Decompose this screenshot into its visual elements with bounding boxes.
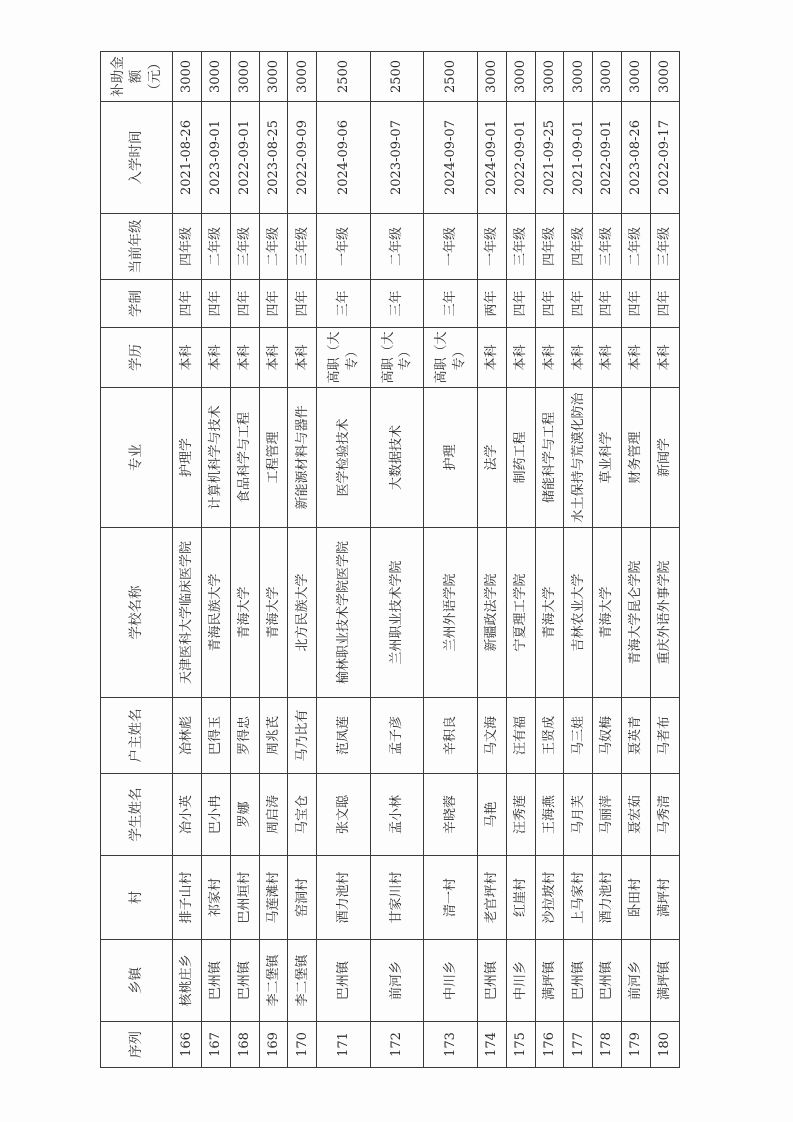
cell-enroll: 2021-08-26 (173, 102, 202, 214)
table-row (651, 52, 680, 1068)
cell-town: 前河乡 (622, 940, 651, 1022)
cell-major: 工程管理 (259, 388, 288, 528)
cell-length: 四年 (564, 280, 593, 328)
cell-length: 三年 (424, 280, 478, 328)
cell-education: 本科 (535, 328, 564, 388)
cell-education: 本科 (477, 328, 506, 388)
cell-head: 马者布 (651, 698, 680, 774)
cell-head: 罗得忠 (230, 698, 259, 774)
header-school: 学校名称 (101, 528, 173, 698)
cell-education: 本科 (593, 328, 622, 388)
cell-length: 四年 (535, 280, 564, 328)
cell-school: 青海大学昆仑学院 (622, 528, 651, 698)
cell-grade: 二年级 (259, 214, 288, 280)
cell-student: 张文聪 (317, 774, 371, 856)
table-row (622, 52, 651, 1068)
cell-school: 兰州职业技术学院 (370, 528, 424, 698)
cell-head: 孟子彦 (370, 698, 424, 774)
cell-head: 辛积良 (424, 698, 478, 774)
header-grade: 当前年级 (101, 214, 173, 280)
table-row (230, 52, 259, 1068)
rotated-table-wrapper (100, 52, 680, 1068)
cell-length: 四年 (651, 280, 680, 328)
cell-amount: 2500 (424, 52, 478, 102)
cell-grade: 四年级 (535, 214, 564, 280)
cell-head: 马乃比有 (288, 698, 317, 774)
cell-amount: 3000 (173, 52, 202, 102)
cell-town: 巴州镇 (564, 940, 593, 1022)
cell-major: 草业科学 (593, 388, 622, 528)
header-length: 学制 (101, 280, 173, 328)
cell-town: 满坪镇 (535, 940, 564, 1022)
cell-student: 罗娜 (230, 774, 259, 856)
table-body (173, 52, 680, 1068)
cell-head: 范凤莲 (317, 698, 371, 774)
cell-grade: 四年级 (173, 214, 202, 280)
cell-major: 医学检验技术 (317, 388, 371, 528)
cell-student: 聂宏茹 (622, 774, 651, 856)
table-row (173, 52, 202, 1068)
cell-major: 护理 (424, 388, 478, 528)
cell-village: 红崖村 (506, 856, 535, 940)
header-amount: 补助金额（元） (101, 52, 173, 102)
cell-grade: 三年级 (593, 214, 622, 280)
cell-grade: 三年级 (651, 214, 680, 280)
cell-village: 上马家村 (564, 856, 593, 940)
cell-education: 本科 (173, 328, 202, 388)
cell-grade: 三年级 (506, 214, 535, 280)
cell-village: 沙拉坡村 (535, 856, 564, 940)
cell-enroll: 2022-09-01 (230, 102, 259, 214)
cell-grade: 一年级 (477, 214, 506, 280)
cell-education: 本科 (622, 328, 651, 388)
cell-enroll: 2022-09-09 (288, 102, 317, 214)
cell-amount: 3000 (230, 52, 259, 102)
cell-school: 北方民族大学 (288, 528, 317, 698)
cell-length: 四年 (259, 280, 288, 328)
table-row (424, 52, 478, 1068)
cell-major: 护理学 (173, 388, 202, 528)
cell-student: 巴小冉 (201, 774, 230, 856)
cell-village: 甘家川村 (370, 856, 424, 940)
table-row (477, 52, 506, 1068)
cell-amount: 3000 (593, 52, 622, 102)
cell-school: 新疆政法学院 (477, 528, 506, 698)
cell-head: 马奴梅 (593, 698, 622, 774)
cell-seq: 168 (230, 1022, 259, 1068)
cell-major: 制药工程 (506, 388, 535, 528)
cell-enroll: 2021-09-25 (535, 102, 564, 214)
cell-town: 核桃庄乡 (173, 940, 202, 1022)
cell-town: 满坪镇 (651, 940, 680, 1022)
cell-length: 四年 (288, 280, 317, 328)
cell-grade: 三年级 (230, 214, 259, 280)
cell-school: 青海大学 (535, 528, 564, 698)
cell-seq: 171 (317, 1022, 371, 1068)
cell-amount: 3000 (506, 52, 535, 102)
cell-student: 冶小英 (173, 774, 202, 856)
cell-head: 汪有福 (506, 698, 535, 774)
cell-major: 法学 (477, 388, 506, 528)
cell-village: 满坪村 (651, 856, 680, 940)
cell-head: 巴得玉 (201, 698, 230, 774)
cell-amount: 3000 (259, 52, 288, 102)
table-row (370, 52, 424, 1068)
cell-school: 吉林农业大学 (564, 528, 593, 698)
cell-seq: 180 (651, 1022, 680, 1068)
cell-town: 李二堡镇 (288, 940, 317, 1022)
cell-village: 祁家村 (201, 856, 230, 940)
cell-seq: 177 (564, 1022, 593, 1068)
table-row (288, 52, 317, 1068)
cell-amount: 3000 (622, 52, 651, 102)
cell-amount: 3000 (564, 52, 593, 102)
cell-town: 中川乡 (424, 940, 478, 1022)
cell-enroll: 2023-08-26 (622, 102, 651, 214)
cell-village: 马莲滩村 (259, 856, 288, 940)
header-head: 户主姓名 (101, 698, 173, 774)
cell-school: 榆林职业技术学院医学院 (317, 528, 371, 698)
cell-school: 青海大学 (259, 528, 288, 698)
cell-length: 四年 (173, 280, 202, 328)
table-row (564, 52, 593, 1068)
cell-grade: 一年级 (317, 214, 371, 280)
cell-education: 本科 (201, 328, 230, 388)
cell-student: 马秀清 (651, 774, 680, 856)
cell-major: 大数据技术 (370, 388, 424, 528)
cell-major: 新闻学 (651, 388, 680, 528)
cell-enroll: 2023-09-01 (201, 102, 230, 214)
cell-seq: 170 (288, 1022, 317, 1068)
header-student: 学生姓名 (101, 774, 173, 856)
cell-length: 四年 (622, 280, 651, 328)
cell-town: 巴州镇 (477, 940, 506, 1022)
cell-major: 水土保持与荒漠化防治 (564, 388, 593, 528)
cell-education: 高职（大专） (370, 328, 424, 388)
cell-enroll: 2023-09-07 (370, 102, 424, 214)
header-major: 专业 (101, 388, 173, 528)
cell-length: 三年 (370, 280, 424, 328)
cell-enroll: 2024-09-06 (317, 102, 371, 214)
cell-length: 三年 (317, 280, 371, 328)
cell-town: 中川乡 (506, 940, 535, 1022)
cell-education: 本科 (506, 328, 535, 388)
cell-seq: 179 (622, 1022, 651, 1068)
cell-school: 天津医科大学临床医学院 (173, 528, 202, 698)
cell-town: 李二堡镇 (259, 940, 288, 1022)
cell-seq: 175 (506, 1022, 535, 1068)
table-row (201, 52, 230, 1068)
cell-student: 周启涛 (259, 774, 288, 856)
cell-seq: 166 (173, 1022, 202, 1068)
cell-student: 辛晓蓉 (424, 774, 478, 856)
cell-town: 巴州镇 (317, 940, 371, 1022)
cell-grade: 二年级 (201, 214, 230, 280)
cell-town: 巴州镇 (230, 940, 259, 1022)
cell-village: 卧田村 (622, 856, 651, 940)
cell-major: 新能源材料与器件 (288, 388, 317, 528)
cell-enroll: 2023-08-25 (259, 102, 288, 214)
cell-student: 孟小林 (370, 774, 424, 856)
subsidy-table (100, 51, 680, 1068)
cell-education: 高职（大专） (317, 328, 371, 388)
cell-village: 酒力池村 (593, 856, 622, 940)
cell-amount: 3000 (651, 52, 680, 102)
cell-town: 巴州镇 (201, 940, 230, 1022)
cell-length: 四年 (506, 280, 535, 328)
cell-length: 四年 (201, 280, 230, 328)
cell-village: 老官坪村 (477, 856, 506, 940)
cell-head: 冶林彪 (173, 698, 202, 774)
header-enroll: 入学时间 (101, 102, 173, 214)
cell-student: 汪秀莲 (506, 774, 535, 856)
cell-education: 高职（大专） (424, 328, 478, 388)
cell-seq: 169 (259, 1022, 288, 1068)
cell-major: 储能科学与工程 (535, 388, 564, 528)
table-row (317, 52, 371, 1068)
cell-enroll: 2022-09-01 (593, 102, 622, 214)
cell-town: 巴州镇 (593, 940, 622, 1022)
cell-length: 四年 (593, 280, 622, 328)
cell-amount: 2500 (317, 52, 371, 102)
cell-village: 排子山村 (173, 856, 202, 940)
cell-major: 食品科学与工程 (230, 388, 259, 528)
cell-head: 马文海 (477, 698, 506, 774)
cell-grade: 四年级 (564, 214, 593, 280)
table-header-row (101, 52, 173, 1068)
cell-grade: 二年级 (622, 214, 651, 280)
cell-town: 前河乡 (370, 940, 424, 1022)
cell-school: 青海民族大学 (201, 528, 230, 698)
cell-seq: 172 (370, 1022, 424, 1068)
cell-school: 青海大学 (230, 528, 259, 698)
cell-enroll: 2022-09-17 (651, 102, 680, 214)
cell-head: 马三娃 (564, 698, 593, 774)
cell-village: 酒力池村 (317, 856, 371, 940)
cell-school: 宁夏理工学院 (506, 528, 535, 698)
cell-amount: 3000 (201, 52, 230, 102)
cell-amount: 3000 (288, 52, 317, 102)
table-row (506, 52, 535, 1068)
cell-length: 两年 (477, 280, 506, 328)
cell-head: 聂英青 (622, 698, 651, 774)
cell-grade: 三年级 (288, 214, 317, 280)
cell-seq: 174 (477, 1022, 506, 1068)
table-row (535, 52, 564, 1068)
cell-grade: 一年级 (424, 214, 478, 280)
cell-seq: 167 (201, 1022, 230, 1068)
cell-enroll: 2024-09-07 (424, 102, 478, 214)
cell-student: 马月芙 (564, 774, 593, 856)
header-town: 乡镇 (101, 940, 173, 1022)
table-row (593, 52, 622, 1068)
cell-education: 本科 (259, 328, 288, 388)
cell-head: 周兆芪 (259, 698, 288, 774)
cell-village: 窑洞村 (288, 856, 317, 940)
cell-seq: 176 (535, 1022, 564, 1068)
cell-enroll: 2024-09-01 (477, 102, 506, 214)
cell-village: 清一村 (424, 856, 478, 940)
cell-seq: 178 (593, 1022, 622, 1068)
cell-major: 财务管理 (622, 388, 651, 528)
cell-amount: 3000 (535, 52, 564, 102)
cell-village: 巴州垣村 (230, 856, 259, 940)
cell-enroll: 2022-09-01 (506, 102, 535, 214)
cell-head: 王贤成 (535, 698, 564, 774)
cell-school: 兰州外语学院 (424, 528, 478, 698)
cell-length: 四年 (230, 280, 259, 328)
cell-seq: 173 (424, 1022, 478, 1068)
header-seq: 序列 (101, 1022, 173, 1068)
cell-education: 本科 (564, 328, 593, 388)
cell-enroll: 2021-09-01 (564, 102, 593, 214)
cell-grade: 二年级 (370, 214, 424, 280)
cell-amount: 2500 (370, 52, 424, 102)
header-village: 村 (101, 856, 173, 940)
table-row (259, 52, 288, 1068)
cell-school: 青海大学 (593, 528, 622, 698)
header-education: 学历 (101, 328, 173, 388)
cell-major: 计算机科学与技术 (201, 388, 230, 528)
cell-amount: 3000 (477, 52, 506, 102)
cell-student: 马宝仓 (288, 774, 317, 856)
cell-education: 本科 (230, 328, 259, 388)
cell-student: 马丽萍 (593, 774, 622, 856)
cell-student: 王海燕 (535, 774, 564, 856)
cell-education: 本科 (651, 328, 680, 388)
cell-student: 马艳 (477, 774, 506, 856)
cell-education: 本科 (288, 328, 317, 388)
cell-school: 重庆外语外事学院 (651, 528, 680, 698)
